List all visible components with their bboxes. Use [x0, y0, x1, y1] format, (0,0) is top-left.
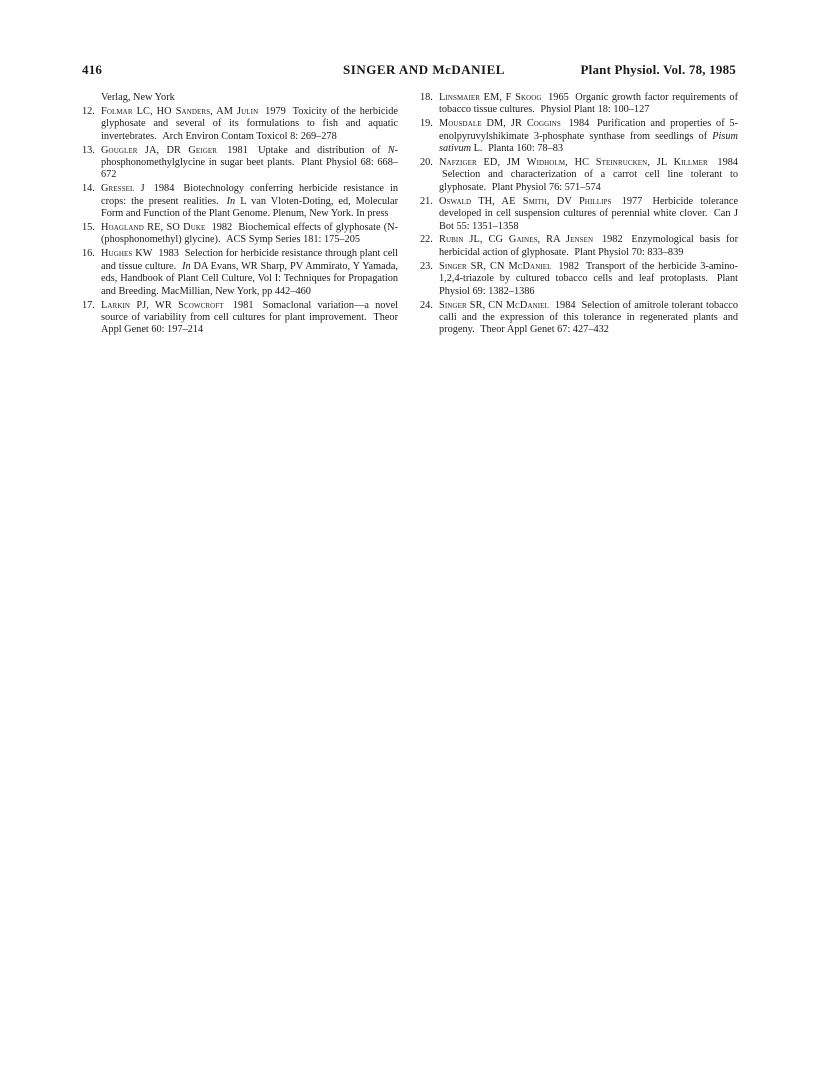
- reference-title: Biotechnology conferring herbicide resistance in crops: the present realities.: [101, 183, 399, 207]
- reference-title-pre: Purification and properties of 5-enolpyruvylshikimate 3-phosphate synthase from seedlings of: [439, 118, 738, 142]
- reference-year: 1984: [568, 118, 590, 130]
- reference-number: 18.: [420, 92, 433, 103]
- reference-14: [82, 183, 398, 220]
- reference-authors: Gougler JA, DR Geiger: [101, 144, 217, 156]
- reference-title-italic: N: [387, 144, 395, 156]
- reference-21: [420, 196, 738, 233]
- reference-year: 1979: [265, 105, 286, 117]
- reference-24: [420, 300, 738, 337]
- reference-title: Transport of the herbicide 3-amino-1,2,4-triazole by cultured tobacco cells and leaf protoplasts.: [439, 260, 739, 285]
- reference-text: Verlag, New York: [101, 92, 175, 103]
- reference-source: Arch Environ Contam Toxicol 8: 269–278: [162, 130, 337, 142]
- reference-number: 22.: [420, 234, 433, 246]
- reference-number: 16.: [82, 248, 95, 260]
- reference-title: Selection and characterization of a carrot cell line tolerant to glyphosate.: [439, 169, 738, 193]
- reference-17: [82, 300, 398, 337]
- reference-number: 14.: [82, 183, 95, 195]
- reference-title: Enzymological basis for herbicidal action of glyphosate.: [439, 234, 738, 258]
- reference-12: [82, 106, 398, 143]
- reference-source-text: L van Vloten-Doting, ed, Molecular Form and Function of the Plant Genome. Plenum, New York. In press: [101, 195, 398, 220]
- reference-year: 1984: [153, 183, 175, 195]
- reference-source: Planta 160: 78–83: [488, 143, 564, 155]
- reference-number: 17.: [82, 299, 95, 311]
- reference-authors: Linsmaier EM, F Skoog: [439, 92, 542, 103]
- references-left-column: [82, 92, 398, 338]
- running-head-authors: SINGER AND McDANIEL: [343, 62, 505, 77]
- reference-23: [420, 261, 738, 298]
- reference-title: Herbicide tolerance developed in cell suspension cultures of perennial white clover.: [439, 195, 739, 220]
- reference-source: Plant Physiol 69: 1382–1386: [439, 273, 738, 297]
- reference-year: 1984: [554, 299, 576, 311]
- reference-title: Toxicity of the herbicide glyphosate and several of its formulations to fish and aquatic invertebrates.: [101, 105, 399, 142]
- running-head-journal: Plant Physiol. Vol. 78, 1985: [580, 62, 736, 77]
- references-right-column: [420, 92, 738, 338]
- reference-authors: Mousdale DM, JR Coggins: [439, 118, 561, 130]
- reference-number: 15.: [82, 222, 95, 234]
- reference-source: Can J Bot 55: 1351–1358: [439, 208, 739, 232]
- reference-year: 1984: [717, 157, 739, 169]
- reference-authors: Oswald TH, AE Smith, DV Phillips: [439, 195, 612, 207]
- reference-authors: Nafziger ED, JM Widholm, HC Steinrucken, JL Killmer: [439, 157, 708, 169]
- reference-number: 19.: [420, 118, 433, 130]
- reference-title: Somaclonal variation—a novel source of variability from cell cultures for plant improvement.: [101, 299, 399, 323]
- reference-authors: Hughes KW: [101, 248, 153, 260]
- reference-title: Selection for herbicide resistance through plant cell and tissue culture.: [101, 248, 398, 272]
- reference-number: 21.: [420, 195, 433, 207]
- reference-year: 1982: [558, 260, 579, 272]
- reference-authors: Gressel J: [101, 183, 145, 195]
- reference-authors: Larkin PJ, WR Scowcroft: [101, 299, 224, 311]
- reference-year: 1965: [548, 92, 569, 103]
- reference-18: [420, 92, 738, 117]
- reference-number: 24.: [420, 299, 433, 311]
- reference-source-text: DA Evans, WR Sharp, PV Ammirato, Y Yamada, eds, Handbook of Plant Cell Culture, Vol I: Techniques for Propagation and Breeding. MacMillian, New York, pp 442–460: [101, 260, 398, 297]
- running-head: [82, 62, 736, 80]
- reference-source: Plant Physiol 76: 571–574: [491, 181, 601, 193]
- reference-title: Selection of amitrole tolerant tobacco calli and the expression of this tolerance in regenerated plants and progeny.: [439, 299, 738, 336]
- reference-authors: Rubin JL, CG Gaines, RA Jensen: [439, 234, 594, 246]
- reference-year: 1981: [232, 299, 254, 311]
- reference-title-post: -phosphonomethylglycine in sugar beet plants.: [101, 144, 399, 169]
- reference-20: [420, 157, 738, 194]
- reference-title: Biochemical effects of glyphosate (N-(phosphonomethyl) glycine).: [101, 222, 399, 246]
- reference-authors: Hoagland RE, SO Duke: [101, 222, 206, 234]
- reference-number: 12.: [82, 105, 95, 117]
- reference-19: [420, 118, 738, 155]
- reference-source: ACS Symp Series 181: 175–205: [226, 234, 360, 246]
- reference-15: [82, 222, 398, 247]
- reference-authors: Singer SR, CN McDaniel: [439, 260, 552, 272]
- reference-number: 20.: [420, 157, 433, 169]
- reference-13: [82, 145, 398, 182]
- reference-source-italic: In: [226, 195, 236, 207]
- reference-source: Physiol Plant 18: 100–127: [540, 104, 650, 116]
- reference-number: 23.: [420, 260, 433, 272]
- reference-16: [82, 248, 398, 298]
- reference-source: Plant Physiol 68: 668–672: [101, 157, 398, 181]
- reference-year: 1981: [227, 144, 248, 156]
- reference-source: Plant Physiol 70: 833–839: [574, 246, 684, 258]
- reference-22: [420, 234, 738, 259]
- page-number: 416: [82, 62, 103, 77]
- reference-continuation: [82, 92, 398, 104]
- reference-source-italic: In: [182, 260, 191, 272]
- reference-source: Theor Appl Genet 67: 427–432: [480, 324, 609, 336]
- reference-title-italic: Pisum sativum: [439, 130, 738, 155]
- reference-title-pre: Uptake and distribution of: [258, 144, 388, 156]
- reference-title: Organic growth factor requirements of tobacco tissue cultures.: [439, 92, 738, 116]
- reference-year: 1982: [211, 222, 233, 234]
- reference-source: Theor Appl Genet 60: 197–214: [101, 311, 398, 336]
- reference-year: 1983: [158, 248, 179, 260]
- reference-title-post: L.: [471, 143, 483, 155]
- reference-number: 13.: [82, 144, 95, 156]
- reference-authors: Singer SR, CN McDaniel: [439, 299, 549, 311]
- reference-year: 1982: [602, 234, 623, 246]
- reference-year: 1977: [621, 195, 643, 207]
- reference-authors: Folmar LC, HO Sanders, AM Julin: [101, 105, 259, 117]
